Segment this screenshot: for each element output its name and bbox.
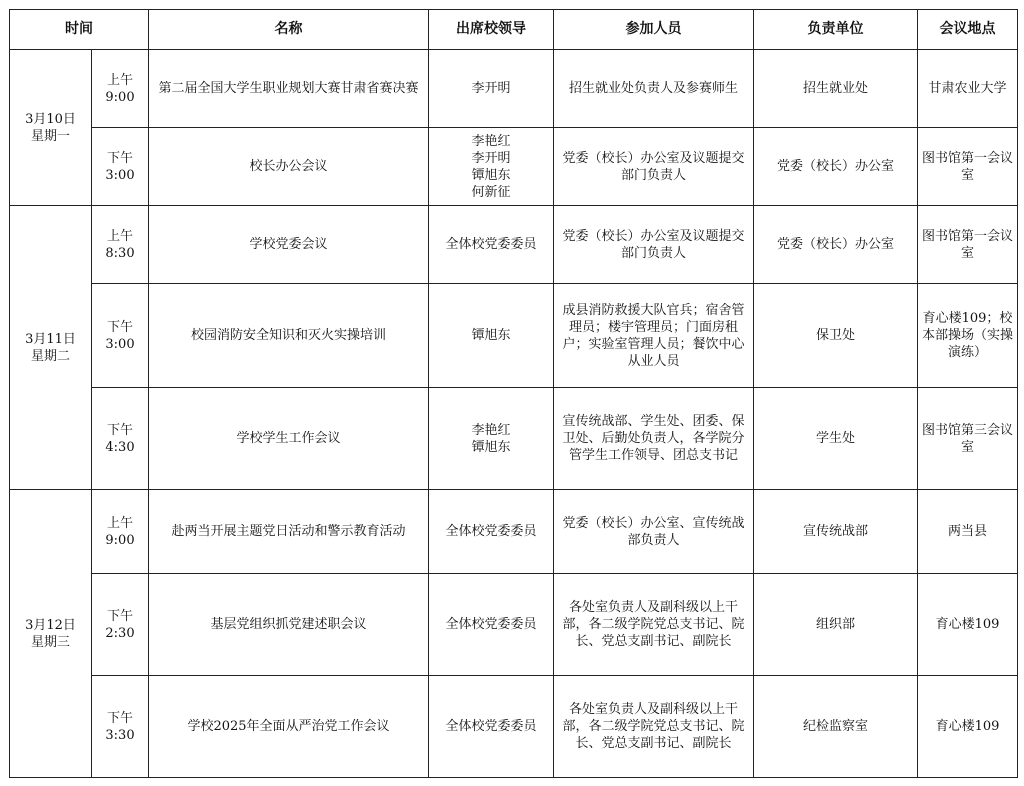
date-text: 3月11日 [25,331,76,347]
meeting-unit: 宣传统战部 [754,490,918,574]
table-row [10,574,1018,676]
meeting-participants: 各处室负责人及副科级以上干部，各二级学院党总支书记、院长、党总支副书记、副院长 [554,676,754,778]
meeting-unit: 学生处 [754,388,918,490]
time-period: 下午 [106,608,133,624]
header-leader: 出席校领导 [429,10,554,50]
meeting-name: 校园消防安全知识和灭火实操培训 [149,284,429,388]
meeting-location: 甘肃农业大学 [918,50,1018,128]
meeting-unit: 党委（校长）办公室 [754,128,918,206]
time-period: 上午 [106,228,133,244]
meeting-name: 基层党组织抓党建述职会议 [149,574,429,676]
meeting-name: 学校学生工作会议 [149,388,429,490]
header-row [10,10,1018,50]
meeting-unit: 保卫处 [754,284,918,388]
meeting-location: 育心楼109；校本部操场（实操演练） [918,284,1018,388]
meeting-leader: 李艳红 李开明 镡旭东 何新征 [429,128,554,206]
meeting-location: 图书馆第三会议室 [918,388,1018,490]
time-period: 下午 [106,319,133,335]
meeting-location: 育心楼109 [918,574,1018,676]
meeting-leader: 李开明 [429,50,554,128]
meeting-location: 图书馆第一会议室 [918,128,1018,206]
meeting-name: 学校党委会议 [149,206,429,284]
weekday-text: 星期三 [30,634,70,650]
meeting-participants: 各处室负责人及副科级以上干部，各二级学院党总支书记、院长、党总支副书记、副院长 [554,574,754,676]
time-clock: 9:00 [105,89,135,105]
meeting-unit: 党委（校长）办公室 [754,206,918,284]
meeting-leader: 镡旭东 [429,284,554,388]
meeting-participants: 党委（校长）办公室及议题提交部门负责人 [554,128,754,206]
meeting-participants: 招生就业处负责人及参赛师生 [554,50,754,128]
time-clock: 4:30 [105,439,135,455]
meeting-name: 校长办公会议 [149,128,429,206]
date-cell [10,50,92,206]
time-period: 上午 [106,515,133,531]
header-participants: 参加人员 [554,10,754,50]
table-row [10,128,1018,206]
date-cell [10,206,92,490]
header-location: 会议地点 [918,10,1018,50]
time-clock: 3:30 [105,727,135,743]
meeting-leader: 全体校党委委员 [429,676,554,778]
time-cell [92,388,149,490]
time-period: 下午 [106,422,133,438]
time-cell [92,490,149,574]
table-row [10,206,1018,284]
time-cell [92,50,149,128]
meeting-name: 赴两当开展主题党日活动和警示教育活动 [149,490,429,574]
time-period: 下午 [106,150,133,166]
table-row [10,284,1018,388]
meeting-participants: 成县消防救援大队官兵；宿舍管理员；楼宇管理员；门面房租户；实验室管理人员；餐饮中心从业人员 [554,284,754,388]
meeting-location: 育心楼109 [918,676,1018,778]
time-clock: 2:30 [105,625,135,641]
time-cell [92,206,149,284]
meeting-leader: 全体校党委委员 [429,574,554,676]
date-cell [10,490,92,778]
meeting-location: 图书馆第一会议室 [918,206,1018,284]
time-period: 上午 [106,72,133,88]
meeting-name: 学校2025年全面从严治党工作会议 [149,676,429,778]
weekday-text: 星期一 [30,128,70,144]
meeting-leader: 全体校党委委员 [429,490,554,574]
time-clock: 8:30 [105,245,135,261]
meeting-participants: 党委（校长）办公室、宣传统战部负责人 [554,490,754,574]
header-unit: 负责单位 [754,10,918,50]
table-row [10,388,1018,490]
meeting-participants: 宣传统战部、学生处、团委、保卫处、后勤处负责人，各学院分管学生工作领导、团总支书记 [554,388,754,490]
time-clock: 3:00 [105,336,135,352]
table-row [10,50,1018,128]
header-name: 名称 [149,10,429,50]
table-row [10,490,1018,574]
time-period: 下午 [106,710,133,726]
date-text: 3月10日 [25,111,76,127]
time-cell [92,574,149,676]
header-time: 时间 [10,10,149,50]
meeting-participants: 党委（校长）办公室及议题提交部门负责人 [554,206,754,284]
meeting-leader: 全体校党委委员 [429,206,554,284]
meeting-location: 两当县 [918,490,1018,574]
time-clock: 9:00 [105,532,135,548]
meeting-unit: 纪检监察室 [754,676,918,778]
meeting-name: 第二届全国大学生职业规划大赛甘肃省赛决赛 [149,50,429,128]
meeting-schedule-table [9,9,1018,778]
meeting-unit: 招生就业处 [754,50,918,128]
table-row [10,676,1018,778]
date-text: 3月12日 [25,617,76,633]
meeting-leader: 李艳红 镡旭东 [429,388,554,490]
time-clock: 3:00 [105,167,135,183]
weekday-text: 星期二 [30,348,70,364]
time-cell [92,676,149,778]
time-cell [92,284,149,388]
time-cell [92,128,149,206]
meeting-unit: 组织部 [754,574,918,676]
